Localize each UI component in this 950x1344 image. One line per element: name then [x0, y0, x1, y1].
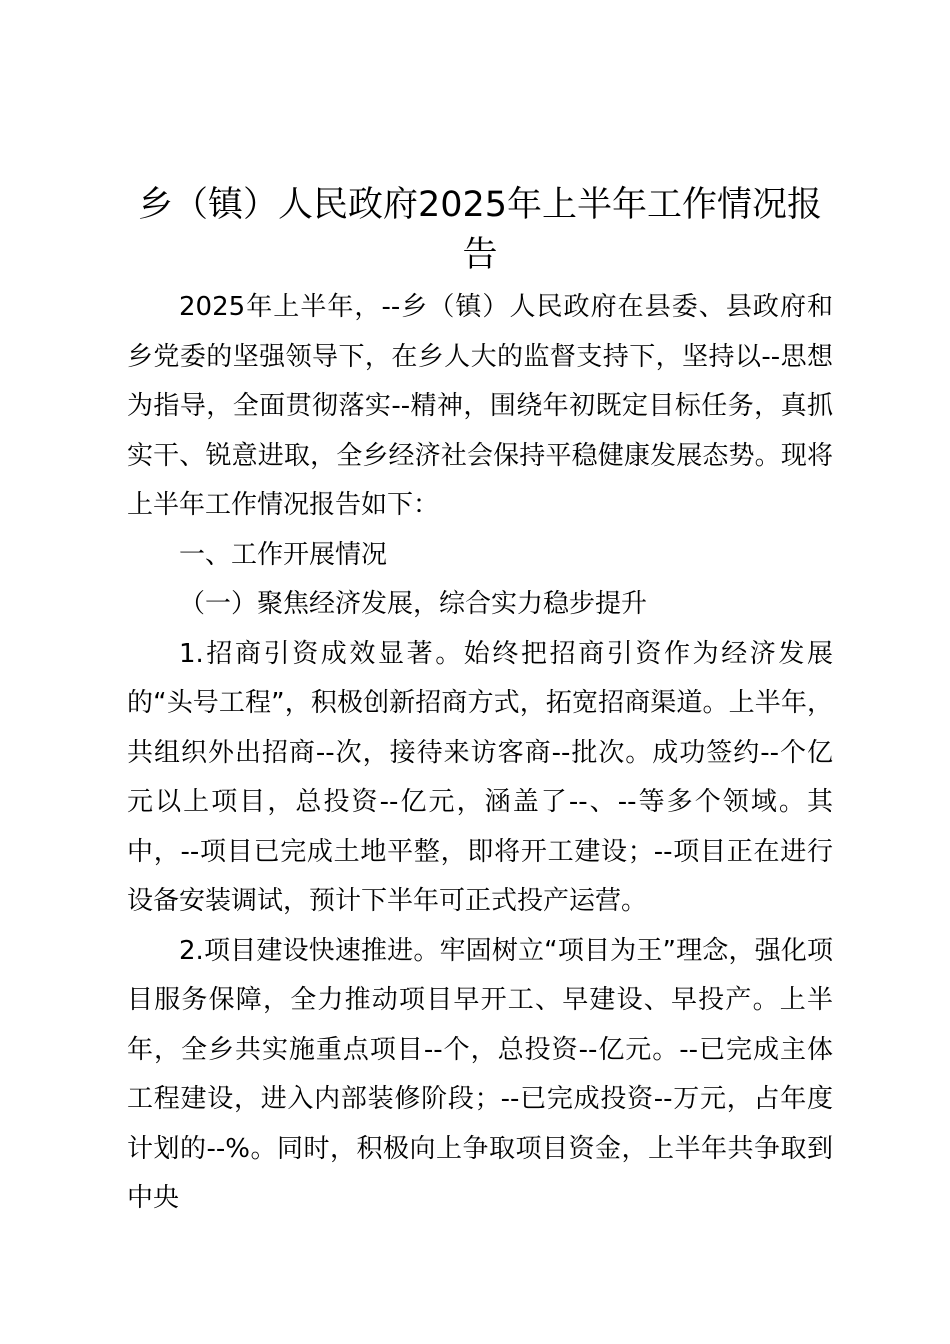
document-title: 乡（镇）人民政府2025年上半年工作情况报告 [137, 185, 823, 275]
section-heading: 一、工作开展情况 [179, 539, 388, 570]
intro-paragraph: 2025年上半年，--乡（镇）人民政府在县委、县政府和乡党委的坚强领导下，在乡人大的监督支持下，坚持以--思想为指导，全面贯彻落实--精神，围绕年初既定目标任务，真抓实干、锐意进取，全乡经济社会保持平稳健康发展态势。现将上半年工作情况报告如下： [127, 292, 833, 520]
paragraph-investment: 1.招商引资成效显著。始终把招商引资作为经济发展的“头号工程”，积极创新招商方式，拓宽招商渠道。上半年，共组织外出招商--次，接待来访客商--批次。成功签约--个亿元以上项目，总投资--亿元，涵盖了--、--等多个领域。其中，--项目已完成土地平整，即将开工建设；--项目正在进行设备安装调试，预计下半年可正式投产运营。 [127, 638, 833, 916]
subsection-heading: （一）聚焦经济发展，综合实力稳步提升 [179, 589, 648, 619]
paragraph-projects: 2.项目建设快速推进。牢固树立“项目为王”理念，强化项目服务保障，全力推动项目早开工、早建设、早投产。上半年，全乡共实施重点项目--个，总投资--亿元。--已完成主体工程建设，进入内部装修阶段；--已完成投资--万元，占年度计划的--%。同时，积极向上争取项目资金，上半年共争取到中央 [127, 935, 833, 1213]
document-page [127, 180, 833, 1224]
